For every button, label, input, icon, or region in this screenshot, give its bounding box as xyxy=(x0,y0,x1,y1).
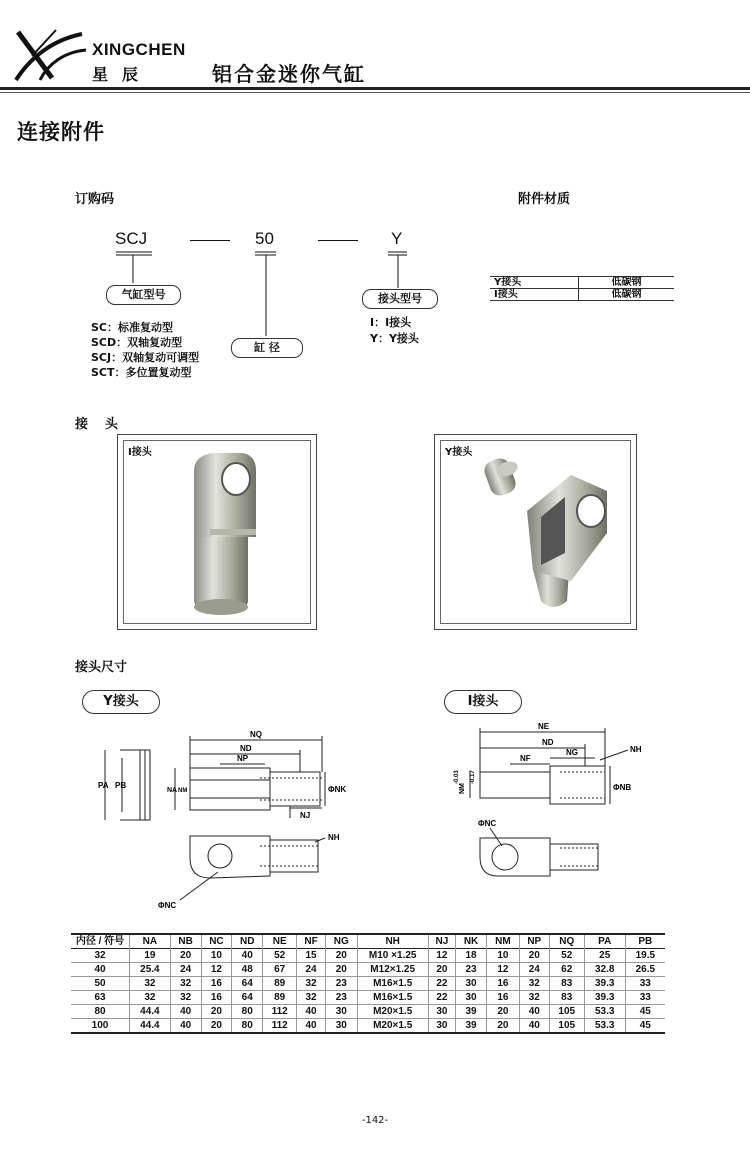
table-cell: 100 xyxy=(71,1019,130,1034)
table-cell: 44.4 xyxy=(130,1019,171,1034)
table-cell: 32 xyxy=(170,991,201,1005)
table-cell: 32.8 xyxy=(584,963,625,977)
cylinder-type-label: 气缸型号 xyxy=(106,285,181,305)
table-cell: 40 xyxy=(232,949,263,963)
table-header: NH xyxy=(357,934,428,949)
table-cell: 22 xyxy=(428,991,455,1005)
table-header: 内径 / 符号 xyxy=(71,934,130,949)
table-cell: 20 xyxy=(428,963,455,977)
table-cell: 39 xyxy=(456,1019,487,1034)
i-dim-nb-label: ΦNB xyxy=(613,783,632,792)
table-cell: 12 xyxy=(201,963,232,977)
table-cell: 20 xyxy=(201,1005,232,1019)
table-header: NK xyxy=(456,934,487,949)
table-cell: 12 xyxy=(486,963,519,977)
i-dim-nm-label: NM xyxy=(459,783,466,794)
i-joint-drawing xyxy=(450,720,650,890)
table-header: NE xyxy=(263,934,297,949)
table-cell: 44.4 xyxy=(130,1005,171,1019)
table-cell: 32 xyxy=(519,977,549,991)
i-dim-nc-label: ΦNC xyxy=(478,819,497,828)
i-dim-ne-label: NE xyxy=(538,722,550,731)
material-name: I接头 xyxy=(490,289,579,301)
i-dim-nf-label: NF xyxy=(520,754,531,763)
table-cell: 39.3 xyxy=(584,991,625,1005)
page-number: -142- xyxy=(361,1115,389,1126)
table-header: NA xyxy=(130,934,171,949)
table-cell: 40 xyxy=(170,1005,201,1019)
dim-pa-label: PA xyxy=(98,781,109,790)
table-cell: 15 xyxy=(297,949,326,963)
table-cell: 10 xyxy=(486,949,519,963)
table-cell: 40 xyxy=(297,1005,326,1019)
table-cell: M10 ×1.25 xyxy=(357,949,428,963)
table-header: NM xyxy=(486,934,519,949)
i-dim-nm-tol-hi: -0.17 xyxy=(470,770,476,784)
table-cell: 20 xyxy=(170,949,201,963)
table-cell: M20×1.5 xyxy=(357,1019,428,1034)
table-cell: 63 xyxy=(71,991,130,1005)
table-cell: 20 xyxy=(519,949,549,963)
dim-nm-label: NM xyxy=(178,788,188,794)
table-cell: 39 xyxy=(456,1005,487,1019)
material-row xyxy=(490,277,674,289)
table-cell: 20 xyxy=(325,949,357,963)
table-cell: 20 xyxy=(201,1019,232,1034)
table-cell: M20×1.5 xyxy=(357,1005,428,1019)
material-value: 低碳钢 xyxy=(579,277,674,289)
table-cell: M12×1.25 xyxy=(357,963,428,977)
i-dim-nd-label: ND xyxy=(542,738,554,747)
table-cell: 52 xyxy=(549,949,584,963)
table-cell: 23 xyxy=(325,977,357,991)
table-cell: 16 xyxy=(486,977,519,991)
table-cell: 32 xyxy=(170,977,201,991)
table-cell: 45 xyxy=(639,1020,651,1031)
table-cell: 33 xyxy=(639,978,651,989)
table-cell: 30 xyxy=(428,1005,455,1019)
table-header: NJ xyxy=(428,934,455,949)
table-header: PB xyxy=(638,936,653,947)
y-joint-dim-tab: Y接头 xyxy=(82,690,160,714)
joint-type-i: I：I接头 xyxy=(370,316,412,329)
table-cell: 30 xyxy=(325,1019,357,1034)
y-joint-photo-label: Y接头 xyxy=(445,447,473,458)
table-cell: 33 xyxy=(639,992,651,1003)
table-cell: 53.3 xyxy=(584,1005,625,1019)
dim-nk-label: ΦNK xyxy=(328,785,347,794)
table-cell: 89 xyxy=(263,991,297,1005)
table-cell: 40 xyxy=(71,963,130,977)
table-cell: 20 xyxy=(486,1005,519,1019)
material-name: Y接头 xyxy=(490,277,579,289)
code-part-model: SCJ xyxy=(115,229,148,248)
table-cell: 18 xyxy=(456,949,487,963)
table-cell: 30 xyxy=(325,1005,357,1019)
table-cell: 16 xyxy=(201,977,232,991)
table-cell: 62 xyxy=(549,963,584,977)
table-cell: 52 xyxy=(263,949,297,963)
table-cell: 32 xyxy=(130,977,171,991)
table-cell: 30 xyxy=(428,1019,455,1034)
table-cell: 89 xyxy=(263,977,297,991)
table-row xyxy=(71,991,665,1005)
table-cell: 23 xyxy=(325,991,357,1005)
table-cell: 40 xyxy=(519,1019,549,1034)
code-part-bore: 50 xyxy=(255,229,274,248)
table-cell: 105 xyxy=(549,1005,584,1019)
table-header: NQ xyxy=(549,934,584,949)
cylinder-type-sct: SCT：多位置复动型 xyxy=(91,366,192,379)
material-value: 低碳钢 xyxy=(579,289,674,301)
table-cell: 80 xyxy=(232,1005,263,1019)
table-cell: 24 xyxy=(170,963,201,977)
table-cell: 40 xyxy=(297,1019,326,1034)
i-dim-nh-label: NH xyxy=(630,745,642,754)
table-cell: 24 xyxy=(297,963,326,977)
table-cell: 19.5 xyxy=(635,950,656,961)
table-cell: 25 xyxy=(584,949,625,963)
dim-na-label: NA xyxy=(167,787,178,794)
dim-nj-label: NJ xyxy=(300,811,311,820)
dim-pb-label: PB xyxy=(115,781,127,790)
table-cell: 83 xyxy=(549,977,584,991)
table-cell: 32 xyxy=(297,977,326,991)
header-title: 铝合金迷你气缸 xyxy=(212,62,366,86)
dim-nc-label: ΦNC xyxy=(158,901,177,910)
table-cell: 40 xyxy=(519,1005,549,1019)
table-row xyxy=(71,949,665,963)
table-cell: 32 xyxy=(71,949,130,963)
bore-label: 缸 径 xyxy=(231,338,303,358)
dimensions-heading: 接头尺寸 xyxy=(75,660,128,675)
table-cell: 83 xyxy=(549,991,584,1005)
table-cell: 32 xyxy=(519,991,549,1005)
table-cell: 112 xyxy=(263,1005,297,1019)
table-cell: 80 xyxy=(232,1019,263,1034)
table-cell: 16 xyxy=(201,991,232,1005)
table-cell: 45 xyxy=(639,1006,651,1017)
table-cell: 30 xyxy=(456,977,487,991)
brand-name-en: XINGCHEN xyxy=(92,40,186,59)
table-cell: 16 xyxy=(486,991,519,1005)
table-row xyxy=(71,1005,665,1019)
table-cell: 23 xyxy=(456,963,487,977)
table-header: NB xyxy=(170,934,201,949)
table-cell: 53.3 xyxy=(584,1019,625,1034)
i-joint-photo-label: I接头 xyxy=(128,447,152,458)
table-cell: 26.5 xyxy=(635,964,656,975)
material-row xyxy=(490,289,674,301)
i-joint-photo xyxy=(117,434,317,630)
table-cell: 67 xyxy=(263,963,297,977)
i-dim-nm-tol-lo: -0.03 xyxy=(454,770,460,784)
y-joint-image xyxy=(441,441,632,625)
dimension-table xyxy=(71,933,665,1034)
dim-np-label: NP xyxy=(237,754,249,763)
dim-nh-label: NH xyxy=(328,833,340,842)
table-cell: 80 xyxy=(71,1005,130,1019)
table-header: NF xyxy=(297,934,326,949)
i-dim-ng-label: NG xyxy=(566,748,578,757)
joints-heading: 接 头 xyxy=(75,417,121,432)
table-cell: 20 xyxy=(325,963,357,977)
table-cell: 105 xyxy=(549,1019,584,1034)
i-joint-dim-tab: I接头 xyxy=(444,690,522,714)
table-cell: M16×1.5 xyxy=(357,991,428,1005)
table-cell: 20 xyxy=(486,1019,519,1034)
table-cell: 30 xyxy=(456,991,487,1005)
table-cell: 40 xyxy=(170,1019,201,1034)
table-header: NP xyxy=(519,934,549,949)
section-title: 连接附件 xyxy=(17,120,105,144)
table-header: NC xyxy=(201,934,232,949)
material-table xyxy=(490,276,674,301)
cylinder-type-scd: SCD：双轴复动型 xyxy=(91,336,183,349)
order-code-heading: 订购码 xyxy=(75,192,115,207)
table-row xyxy=(71,1019,665,1034)
table-cell: 64 xyxy=(232,991,263,1005)
cylinder-type-scj: SCJ：双轴复动可调型 xyxy=(91,351,200,364)
table-cell: 64 xyxy=(232,977,263,991)
brand-name-cn: 星辰 xyxy=(92,65,153,84)
table-cell: 19 xyxy=(130,949,171,963)
table-header: PA xyxy=(584,934,625,949)
table-row xyxy=(71,977,665,991)
table-header: ND xyxy=(232,934,263,949)
table-row xyxy=(71,963,665,977)
cylinder-type-sc: SC：标准复动型 xyxy=(91,321,173,334)
y-joint-photo xyxy=(434,434,637,630)
material-heading: 附件材质 xyxy=(518,192,571,207)
joint-type-label: 接头型号 xyxy=(362,289,438,309)
joint-type-y: Y：Y接头 xyxy=(370,332,419,345)
table-header-row xyxy=(71,934,665,949)
dim-nd-label: ND xyxy=(240,744,252,753)
y-joint-drawing xyxy=(90,728,360,918)
table-cell: 48 xyxy=(232,963,263,977)
table-cell: 12 xyxy=(428,949,455,963)
table-header: NG xyxy=(325,934,357,949)
table-cell: M16×1.5 xyxy=(357,977,428,991)
i-joint-image xyxy=(124,441,312,625)
table-cell: 24 xyxy=(519,963,549,977)
code-part-joint: Y xyxy=(391,229,403,248)
table-cell: 112 xyxy=(263,1019,297,1034)
table-cell: 25.4 xyxy=(130,963,171,977)
table-cell: 32 xyxy=(130,991,171,1005)
table-cell: 32 xyxy=(297,991,326,1005)
table-cell: 10 xyxy=(201,949,232,963)
table-cell: 22 xyxy=(428,977,455,991)
table-cell: 39.3 xyxy=(584,977,625,991)
table-cell: 50 xyxy=(71,977,130,991)
dim-nq-label: NQ xyxy=(250,730,262,739)
